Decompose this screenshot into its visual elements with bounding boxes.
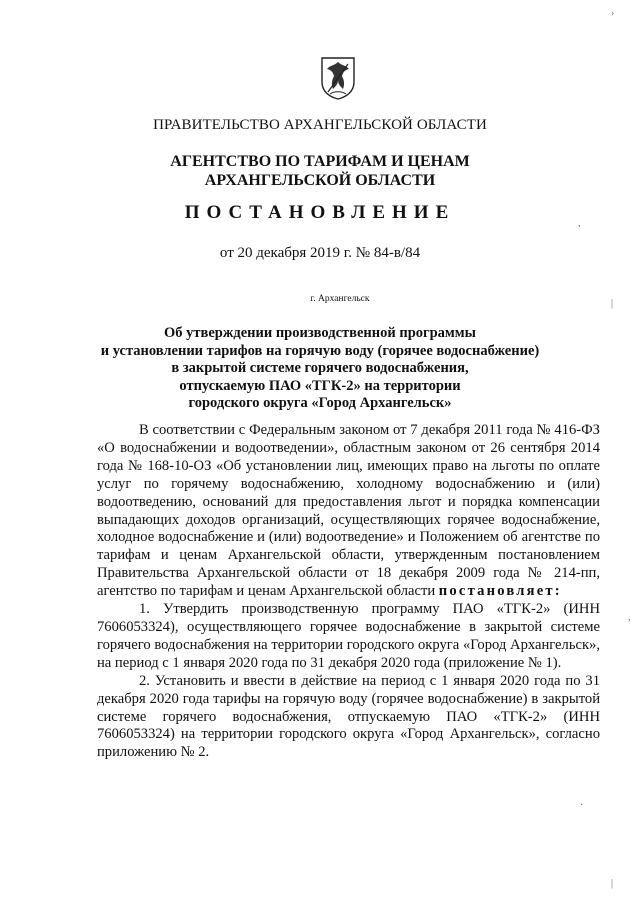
document-type-title: ПОСТАНОВЛЕНИЕ [184,202,456,223]
subject-line-4: отпускаемую ПАО «ТГК-2» на территории [179,377,461,394]
subject-line-5: городского округа «Город Архангельск» [188,395,452,411]
scan-artifact: | [611,878,614,889]
document-body [97,422,600,762]
agency-line-1: АГЕНТСТВО ПО ТАРИФАМ И ЦЕНАМ [170,153,470,170]
scan-artifact: | [611,298,614,309]
coat-of-arms-icon [320,56,356,100]
scan-artifact: › [611,8,615,19]
item-2-paragraph: 2. Установить и ввести в действие на период с 1 января 2020 года по 31 декабря 2020 года тарифы на горячую воду (горячее водоснабжение) в закрытой системе горячего водоснабжения, отпускаемую ПАО «ТГК-2» (ИНН 7606053324) на территории городского округа «Город Архангельск», согласно приложению № 2. [97,672,600,761]
scan-artifact: , [578,218,581,229]
date-and-number: от 20 декабря 2019 г. № 84-в/84 [219,245,421,261]
city-name: г. Архангельск [310,294,370,304]
preamble-paragraph [97,422,600,601]
preamble-text: В соответствии с Федеральным законом от 7 декабря 2011 года № 416-ФЗ «О водоснабжении и водоотведении», областным законом от 26 сентября 2014 года № 168-10-ОЗ «Об установлении лиц, имеющих право на льготы по оплате услуг по горячему водоснабжению, холодному водоснабжению и (или) водоотведению, оснований для предоставления льгот и порядка компенсации выпадающих доходов организаций, осуществляющих горячее водоснабжение, холодное водоснабжение и (или) водоотведение» и Положением об агентстве по тарифам и ценам Архангельской области, утвержденным постановлением Правительства Архангельской области от 18 декабря 2009 года № 214-пп, агентство по тарифам и ценам Архангельской области [97,422,600,600]
subject-line-3: в закрытой системе горячего водоснабжения, [171,360,469,376]
document-subject [0,325,640,413]
agency-name [0,152,640,190]
government-name: ПРАВИТЕЛЬСТВО АРХАНГЕЛЬСКОЙ ОБЛАСТИ [153,117,487,133]
subject-line-2: и установлении тарифов на горячую воду (горячее водоснабжение) [100,342,540,359]
agency-line-2: АРХАНГЕЛЬСКОЙ ОБЛАСТИ [204,172,436,189]
scan-artifact: · [580,800,584,811]
subject-line-1: Об утверждении производственной программы [164,325,476,341]
scan-artifact: , [628,612,631,623]
item-1-paragraph: 1. Утвердить производственную программу ПАО «ТГК-2» (ИНН 7606053324), осуществляющего горячее водоснабжение в закрытой системе горячего водоснабжения на территории городского округа «Город Архангельск», на период с 1 января 2020 года по 31 декабря 2020 года (приложение № 1). [97,601,600,671]
decree-word: постановляет: [438,583,562,600]
